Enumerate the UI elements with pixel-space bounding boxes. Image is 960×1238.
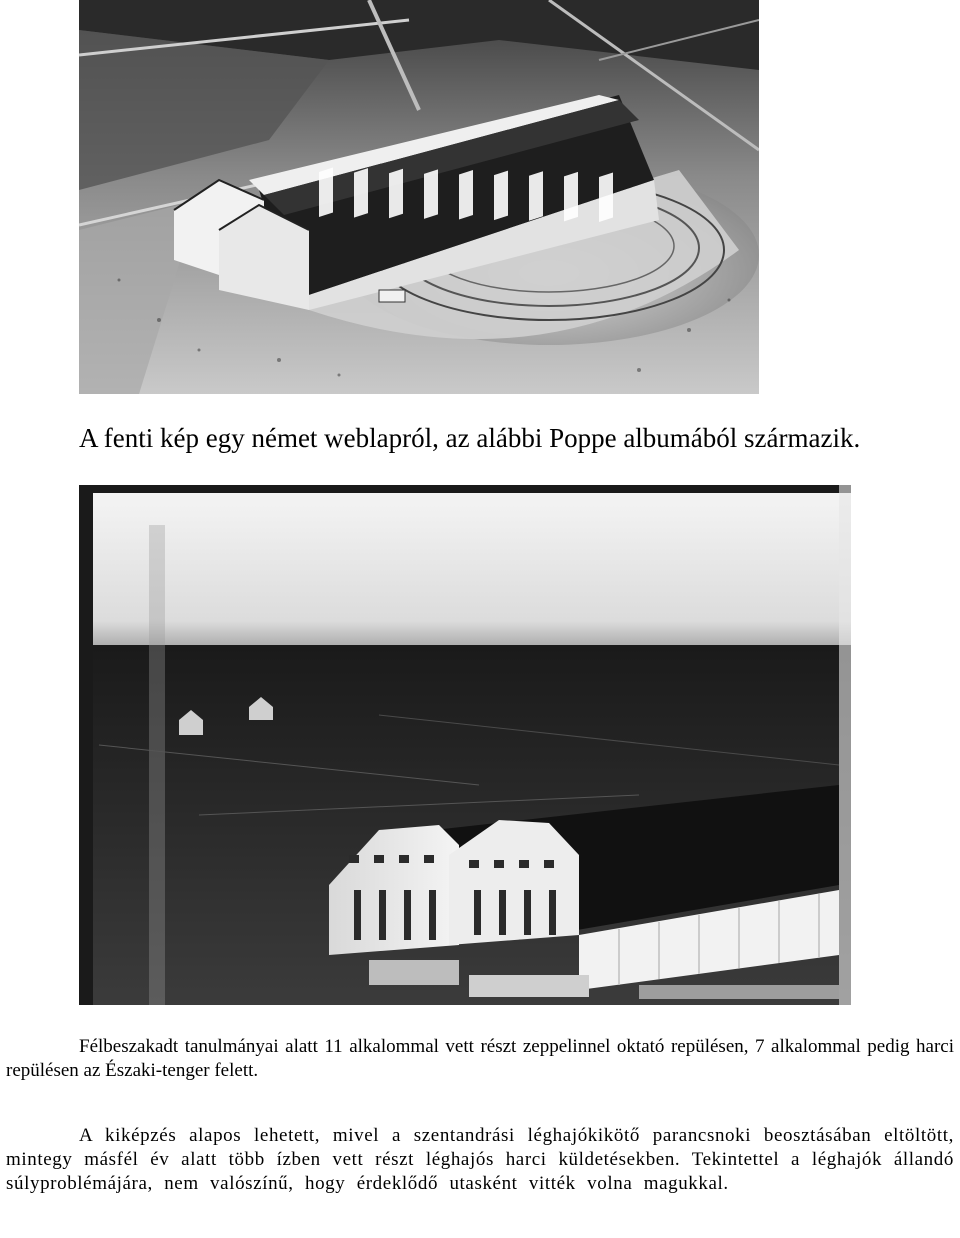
paragraph-combat-missions: A kiképzés alapos lehetett, mivel a szentandrási léghajókikötő parancsnoki beosztásában eltöltött, mintegy másfél év alatt több ízben vett részt léghajós harci küldetésekben. Tekintettel a léghajók állandó súlyproblémájára, nem valószínű, hogy érdeklődő utasként vitték volna magukkal. bbox=[6, 1125, 954, 1194]
hangar-aerial-photo-top bbox=[79, 0, 759, 394]
hangar-album-illustration bbox=[79, 485, 851, 1005]
hangar-album-photo-bottom bbox=[79, 485, 851, 1005]
paragraph-training-flights: Félbeszakadt tanulmányai alatt 11 alkalommal vett részt zeppelinnel oktató repülésen, 7 alkalommal pedig harci repülésen az Északi-tenger felett. bbox=[6, 1036, 954, 1081]
hangar-aerial-illustration bbox=[79, 0, 759, 394]
photo-caption: A fenti kép egy német weblapról, az alábbi Poppe albumából származik. bbox=[79, 423, 861, 453]
